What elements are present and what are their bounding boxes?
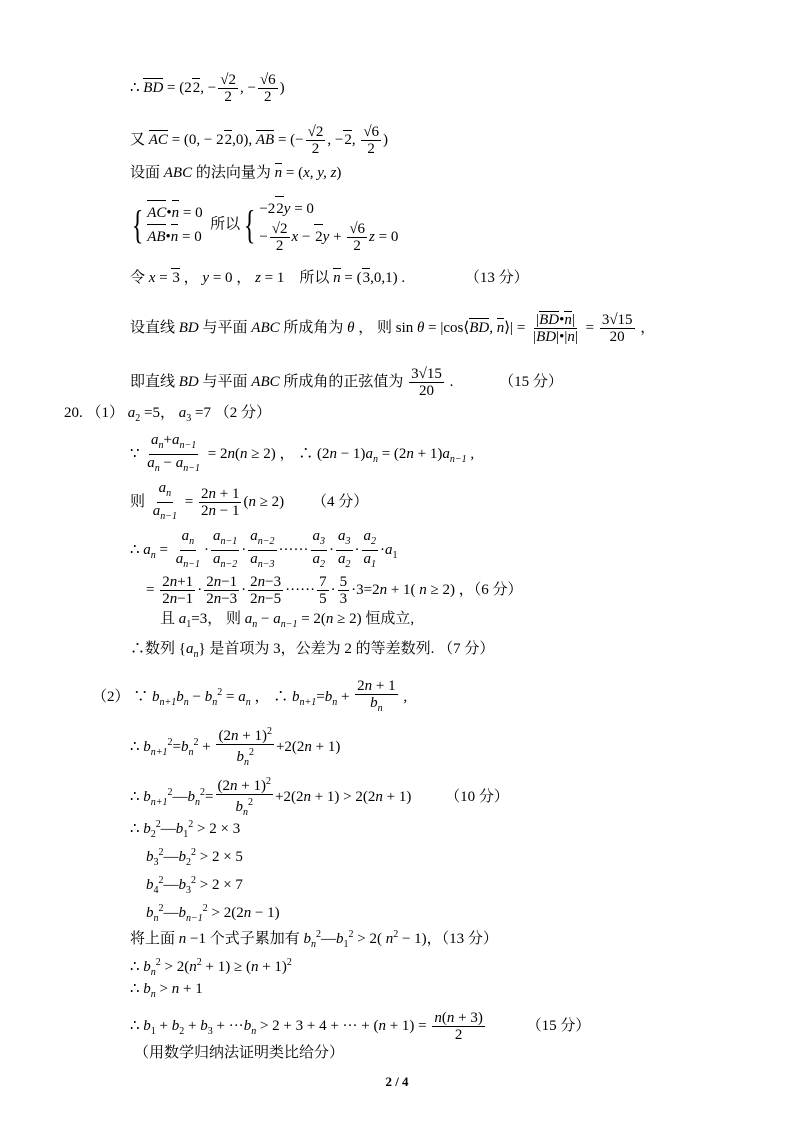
- line-final-sum: ∴ $b_1 + b_2 + b_3 + \cdot\cdot\cdot b_n > 2 + 3 + 4$ + ··· + (n + 1) = $\frac{n(n + 3)}{2}$ （15 分）: [130, 1010, 591, 1043]
- line-sin-result: 即直线 BD 与平面 ABC 所成角的正弦值为 $\frac{3√15}{20}$ . （15 分）: [130, 366, 563, 399]
- line-b4: $b_4^2—b_3^2 > 2 \times 7$: [146, 875, 243, 896]
- line-conclusion-1: ∴数列 $\{a_n\}$ 是首项为 3，公差为 2 的等差数列. （7 分）: [130, 641, 495, 660]
- line-ac-ab-vectors: 又 AC = (0, − 22,0), AB = (− $\frac{√2}{2}$ , −2, $\frac{√6}{2}$ ): [130, 124, 389, 157]
- line-sum: 将上面 n −1 个式子累加有 $b_n^2—b_1^2 > 2$( $n^2 - 1$)，（13 分）: [130, 929, 498, 950]
- line-normal-vector: 设面 ABC 的法向量为 n = (x, y, z): [130, 165, 342, 181]
- line-let-x: 令 x = 3 ， y = 0 ， z = 1 所以 n = (3,0,1) . （13 分）: [130, 270, 529, 286]
- line-b3: $b_3^2—b_2^2 > 2 \times 5$: [146, 847, 243, 868]
- line-ratio: 则 $\frac{a_n}{a_{n-1}}$ = $\frac{2n + 1}{2n - 1}$ (n ≥ 2) （4 分）: [130, 480, 369, 522]
- line-a1: 且 $a_1=3$， 则 $a_n - a_{n-1} = 2(n \ge 2)$ 恒成立,: [160, 611, 415, 630]
- line-q20-2: （2） ∵ $b_{n+1}b_n - b_n^2 = a_n$ ， ∴ $b_{n+1}=b_n$ + $\frac{2n + 1}{b_n}$ ,: [92, 678, 408, 714]
- line-bn: $b_n^2—b_{n-1}^2 > 2(2n - 1)$: [146, 903, 280, 924]
- line-note: （用数学归纳法证明类比给分）: [134, 1045, 345, 1061]
- line-sin-theta: 设直线 BD 与平面 ABC 所成角为 θ ， 则 sin θ = |cos⟨BD, n⟩| = $\frac{|BD•n|}{|BD|•|n|}$ = $\frac{3√15}{20}$ ，: [130, 312, 656, 345]
- line-diff: ∴ $b_{n+1}^2—b_n^2=$ $\frac{(2n + 1)^2}{b_n^2}$ +2(2n + 1) > 2(2n + 1) （10 分）: [130, 776, 509, 818]
- line-product: ∴ $a_n$ = $\frac{a_n}{a_{n-1}}$ · $\frac{a_{n-1}}{a_{n-2}}$ · $\frac{a_{n-2}}{a_{n-3}}$ ······ $\frac{a_3}{a_2}$ · $\frac{a_3}{a_2}$ · $\frac{a_2}{a_1}$ $\cdot a_1$: [130, 528, 398, 570]
- page-number: 2 / 4: [385, 1074, 409, 1089]
- line-equation-system: { AC•n = 0 AB•n = 0 所以{ −22y = 0 − $\frac{√2}{2}$ x − 2y + $\frac{√6}{2}$ z = 0: [128, 196, 398, 254]
- line-bn-square: ∴ $b_n^2 > 2(n^2 + 1) \ge (n + 1)^2$: [130, 957, 292, 978]
- line-product-eval: = $\frac{2n+1}{2n-1}$ · $\frac{2n-1}{2n-3}$ · $\frac{2n-3}{2n-5}$ ······ $\frac{7}{5}$ · $\frac{5}{3}$ ·3=2n + 1( n ≥ 2) ，（6 分）: [146, 574, 523, 607]
- line-q20-1: 20. （1） $a_2 =5$， $a_3 =7$ （2 分）: [64, 405, 271, 424]
- line-recurrence: ∵ $\frac{a_n+a_{n-1}}{a_n - a_{n-1}}$ = 2n(n ≥ 2) ， ∴ $(2n - 1)a_n = (2n + 1)a_{n-1}$ ,: [130, 432, 475, 474]
- line-square: ∴ $b_{n+1}^2=b_n^2$ + $\frac{(2n + 1)^2}{b_n^2}$ +2(2n + 1): [130, 726, 341, 768]
- line-bd-vector: ∴ BD = (22, − $\frac{√2}{2}$ , − $\frac{√6}{2}$ ): [130, 72, 285, 105]
- line-b2: ∴ $b_2^2—b_1^2 > 2 \times 3$: [130, 819, 241, 840]
- line-bn-bound: ∴ $b_n > n + 1$: [130, 981, 203, 1000]
